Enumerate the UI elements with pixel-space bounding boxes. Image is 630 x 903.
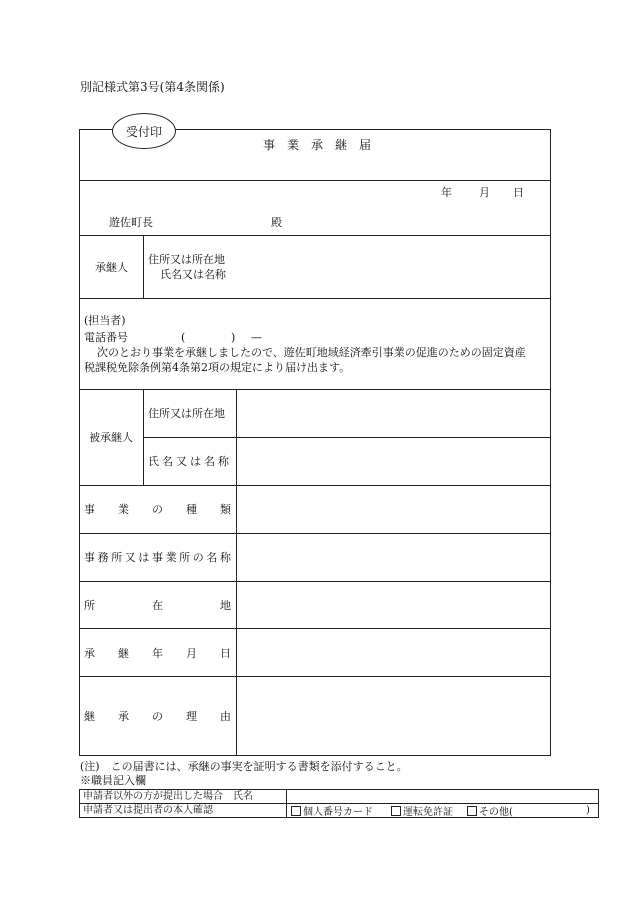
staff-heading: ※職員記入欄: [80, 774, 146, 787]
contact-person-label: (担当者): [84, 314, 126, 327]
staff-row1-label: 申請者以外の方が提出した場合 氏名: [83, 791, 253, 802]
contact-phone-label: 電話番号: [84, 331, 128, 344]
option-license-label: 運転免許証: [403, 807, 453, 818]
option-other-close: ): [586, 805, 590, 816]
row-succession-date: 承 継 年 月 日: [84, 647, 231, 660]
date-month-label: 月: [479, 186, 490, 199]
successor-header: 承継人: [95, 261, 128, 274]
phone-close-paren: ): [231, 331, 236, 344]
row-business-type: 事 業 の 種 類: [84, 503, 231, 516]
statement-line-2: 税課税免除条例第4条第2項の規定により届け出ます。: [84, 361, 351, 374]
reception-stamp: [112, 113, 176, 149]
addressee-honorific: 殿: [271, 216, 282, 229]
staff-row2-label: 申請者又は提出者の本人確認: [83, 805, 213, 816]
predecessor-header: 被承継人: [89, 431, 133, 444]
date-day-label: 日: [513, 186, 524, 199]
form-title: 事業承継届: [263, 138, 384, 152]
option-other-label: その他(: [479, 807, 513, 818]
phone-dash: —: [251, 331, 262, 344]
reception-stamp-label: 受付印: [125, 124, 162, 139]
other-checkbox[interactable]: [467, 806, 477, 816]
form-number: 別記様式第3号(第4条関係): [80, 80, 225, 94]
option-mynumber-card[interactable]: [291, 806, 373, 818]
date-year-label: 年: [441, 186, 452, 199]
successor-name-label: 氏名又は名称: [160, 268, 226, 281]
license-checkbox[interactable]: [391, 806, 401, 816]
predecessor-address-label: 住所又は所在地: [148, 407, 225, 420]
statement-line-1: 次のとおり事業を承継しましたので、遊佐町地域経済牽引事業の促進のための固定資産: [97, 346, 526, 359]
mynumber-checkbox[interactable]: [291, 806, 301, 816]
option-other[interactable]: [467, 806, 513, 818]
note: (注) この届書には、承継の事実を証明する書類を添付すること。: [80, 760, 408, 773]
predecessor-name-label: 氏名又は名称: [148, 455, 232, 468]
row-office-name: 事 務 所 又 は 事 業 所 の 名 称: [84, 551, 231, 564]
phone-open-paren: (: [181, 331, 186, 344]
option-drivers-license[interactable]: [391, 806, 453, 818]
successor-address-label: 住所又は所在地: [148, 253, 225, 266]
option-mynumber-label: 個人番号カード: [303, 807, 373, 818]
row-reason: 継 承 の 理 由: [84, 710, 231, 723]
addressee-name: 遊佐町長: [109, 216, 153, 229]
row-location: 所 在 地: [84, 599, 231, 612]
